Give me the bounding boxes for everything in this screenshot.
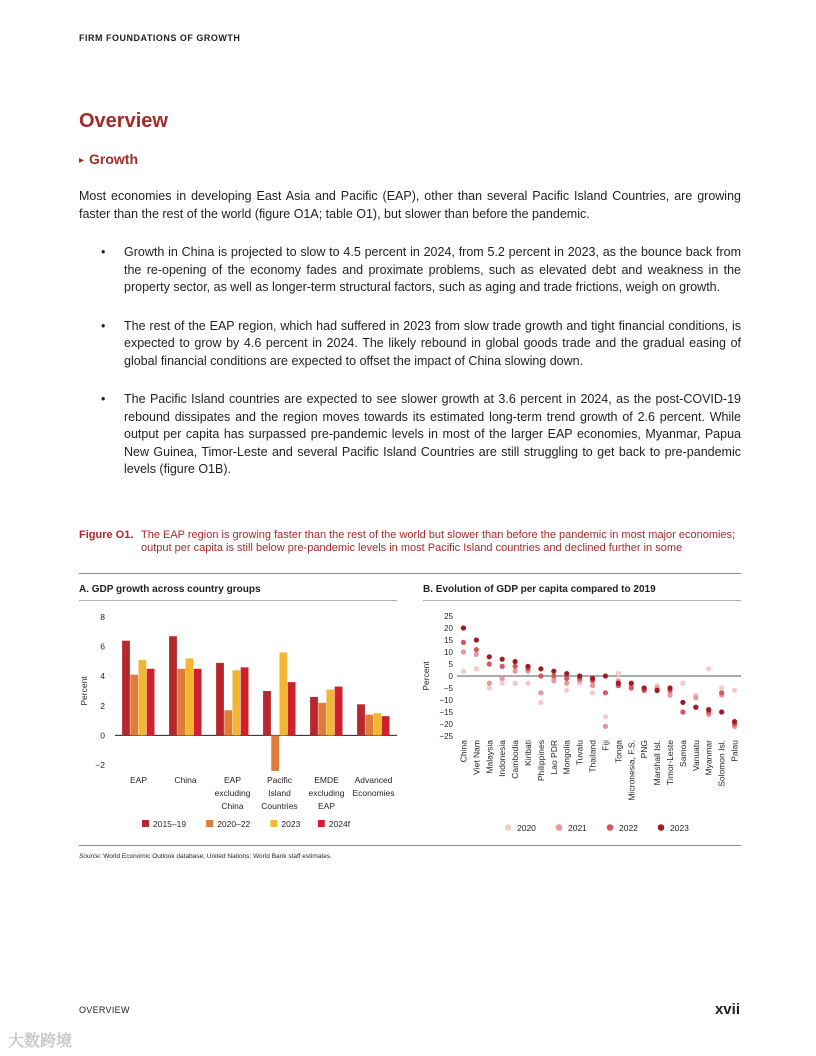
x-category-label: Tonga [613, 740, 624, 764]
x-category-label: PNG [639, 740, 650, 759]
dot-2023 [629, 681, 634, 686]
dot-2023 [500, 657, 505, 662]
dot-2023 [474, 637, 479, 642]
bar-2020–22 [224, 710, 232, 735]
bar-2023 [186, 658, 194, 735]
dot-2022 [538, 673, 543, 678]
dot-2020 [706, 666, 711, 671]
dot-2021 [564, 681, 569, 686]
dot-2022 [500, 664, 505, 669]
dot-2021 [693, 695, 698, 700]
dot-2022 [680, 709, 685, 714]
dot-2023 [564, 671, 569, 676]
dot-2020 [525, 681, 530, 686]
dot-2020 [732, 688, 737, 693]
section-title: Overview [79, 110, 168, 132]
dot-2020 [616, 671, 621, 676]
bullet-text: The Pacific Island countries are expected to see slower growth at 3.6 percent in 2024, as the post-COVID-19 rebound dissipates and the region moves towards its estimated long-term trend growth of 2.6 percent. While output per capita has surpassed pre-pandemic levels in most of the larger EAP economies, Myanmar, Papua New Guinea, Timor-Leste and several Pacific Island Countries are still struggling to get back to pre-pandemic levels (figure O1B). [124, 392, 741, 476]
dot-2020 [719, 685, 724, 690]
x-category-label: EAP [129, 775, 148, 785]
y-tick-label: 4 [100, 671, 105, 682]
legend-label: 2022 [619, 823, 638, 833]
dot-2023 [680, 700, 685, 705]
dot-2021 [500, 676, 505, 681]
dot-2022 [551, 673, 556, 678]
x-category-label: Pacific [266, 775, 293, 785]
y-tick-label: −5 [443, 684, 453, 693]
bullet-list [79, 244, 741, 500]
subsection-heading [79, 151, 138, 167]
figure-source [79, 853, 332, 860]
x-category-label: Fiji [600, 740, 611, 751]
bar-2024f [147, 669, 155, 736]
legend-label: 2015–19 [153, 819, 187, 829]
y-tick-label: 15 [444, 636, 453, 645]
bullet-text: Growth in China is projected to slow to 4.5 percent in 2024, from 5.2 percent in 2023, as the bounce back from the re-opening of the economy fades and proximate problems, such as elevated debt and weakness in the property sector, as well as longer-term structural factors, such as aging and trade frictions, weigh on growth. [124, 245, 741, 294]
x-category-label: Tuvalu [574, 740, 585, 766]
footer-section-name: OVERVIEW [79, 1005, 130, 1015]
y-tick-label: 25 [444, 612, 453, 621]
y-axis-label: Percent [421, 661, 431, 691]
dot-2023 [693, 705, 698, 710]
bar-2023 [233, 670, 241, 735]
legend-swatch-2020–22 [206, 820, 213, 827]
bar-2020–22 [130, 675, 138, 736]
bar-2015–19 [169, 636, 177, 735]
legend-dot-2020 [505, 824, 512, 831]
dot-2022 [719, 690, 724, 695]
bar-2023 [327, 690, 335, 736]
dot-2023 [487, 654, 492, 659]
dot-2021 [538, 690, 543, 695]
x-category-label: China [174, 775, 197, 785]
dot-2022 [474, 647, 479, 652]
dot-2023 [577, 673, 582, 678]
x-category-label: EAP [223, 775, 242, 785]
dot-2021 [590, 683, 595, 688]
dot-2023 [642, 685, 647, 690]
bullet-text: The rest of the EAP region, which had suffered in 2023 from slow trade growth and tight financial conditions, is expected to grow by 4.6 percent in 2024. The likely rebound in global goods trade and the gradual easing of global financial conditions are expected to offset the impact of China slowing down. [124, 318, 741, 368]
dot-2020 [461, 669, 466, 674]
x-category-label: Samoa [677, 740, 688, 767]
bar-2023 [374, 713, 382, 735]
y-tick-label: −15 [439, 708, 453, 717]
dot-2021 [487, 681, 492, 686]
dot-2021 [512, 669, 517, 674]
dot-2022 [512, 664, 517, 669]
legend-swatch-2024f [318, 820, 325, 827]
x-category-label: China [458, 740, 469, 763]
x-category-label: Mongolia [561, 740, 572, 775]
x-category-label: excluding [214, 788, 251, 798]
x-category-label: Timor-Leste [665, 740, 675, 786]
legend-dot-2022 [607, 824, 614, 831]
watermark-logo: 大数跨境 [8, 1033, 73, 1050]
x-category-label: Myanmar [703, 740, 714, 776]
intro-paragraph: Most economies in developing East Asia and Pacific (EAP), other than several Pacific Island Countries, are growing faster than the rest of the world (figure O1A; table O1), but slower than before the pandemic. [79, 189, 741, 221]
dot-2021 [603, 724, 608, 729]
dot-2020 [538, 700, 543, 705]
dot-2022 [461, 640, 466, 645]
dot-2020 [680, 681, 685, 686]
legend-label: 2023 [670, 823, 689, 833]
legend-label: 2023 [281, 819, 301, 829]
x-category-label: excluding [308, 788, 345, 798]
dot-2023 [732, 719, 737, 724]
dot-2020 [500, 681, 505, 686]
dot-2020 [564, 688, 569, 693]
dot-2023 [551, 669, 556, 674]
dot-2023 [538, 666, 543, 671]
x-category-label: EAP [317, 801, 336, 811]
bar-2020–22 [271, 735, 279, 771]
chart-a-gdp-growth [79, 603, 399, 843]
legend-swatch-2023 [270, 820, 277, 827]
dot-2021 [551, 678, 556, 683]
dot-2020 [590, 690, 595, 695]
y-tick-label: −20 [439, 720, 453, 729]
dot-2022 [629, 685, 634, 690]
x-category-label: Cambodia [510, 740, 521, 779]
dot-2020 [512, 681, 517, 686]
x-category-label: Micronesia, F.S. [626, 740, 637, 801]
bullet-icon: • [101, 318, 106, 333]
x-category-label: Lao PDR [548, 740, 559, 775]
dot-2021 [667, 693, 672, 698]
y-tick-label: 0 [448, 672, 453, 681]
panel-b-rule [423, 600, 741, 601]
panel-a-rule [79, 600, 397, 601]
bar-2023 [139, 660, 147, 735]
x-category-label: Thailand [587, 740, 598, 773]
y-tick-label: 6 [100, 641, 105, 652]
x-category-label: Marshall Isl. [652, 740, 663, 786]
x-category-label: Palau [729, 740, 740, 762]
figure-caption-text: The EAP region is growing faster than the rest of the world but slower than before the pandemic in most major economies; output per capita is still below pre-pandemic levels in most Pacific Island countries and declined further in some [141, 529, 736, 554]
bar-2024f [335, 687, 343, 736]
bar-2015–19 [122, 641, 130, 736]
x-category-label: EMDE [314, 775, 339, 785]
y-axis-label: Percent [79, 676, 89, 706]
dot-2020 [603, 714, 608, 719]
x-category-label: Advanced [354, 775, 393, 785]
dot-2023 [706, 707, 711, 712]
bar-2024f [382, 716, 390, 735]
x-category-label: Countries [261, 801, 298, 811]
x-category-label: Viet Nam [471, 740, 482, 775]
dot-2023 [525, 664, 530, 669]
running-head: FIRM FOUNDATIONS OF GROWTH [79, 33, 241, 43]
y-tick-label: −2 [95, 760, 105, 770]
dot-2021 [474, 652, 479, 657]
bar-2020–22 [365, 715, 373, 736]
bullet-item [79, 391, 741, 479]
figure-bottom-rule [79, 845, 741, 846]
y-tick-label: 10 [444, 648, 453, 657]
legend-dot-2021 [556, 824, 563, 831]
legend-label: 2024f [328, 819, 351, 829]
dot-2023 [512, 659, 517, 664]
dot-2022 [603, 690, 608, 695]
y-tick-label: −25 [439, 732, 453, 741]
x-category-label: Kiribati [523, 740, 533, 766]
bullet-item [79, 244, 741, 297]
dot-2023 [654, 688, 659, 693]
x-category-label: Philippines [535, 740, 546, 782]
dot-2023 [667, 685, 672, 690]
dot-2023 [603, 673, 608, 678]
bar-2024f [194, 669, 202, 736]
dot-2020 [474, 666, 479, 671]
y-tick-label: 5 [448, 660, 453, 669]
legend-dot-2023 [658, 824, 665, 831]
bar-2015–19 [310, 697, 318, 735]
y-tick-label: 0 [100, 730, 105, 741]
chart-b-gdp-per-capita [421, 603, 743, 843]
dot-2021 [461, 649, 466, 654]
bullet-item [79, 318, 741, 371]
bar-2015–19 [216, 663, 224, 736]
bullet-icon: • [101, 245, 106, 259]
legend-swatch-2015–19 [142, 820, 149, 827]
x-category-label: Indonesia [497, 740, 508, 777]
x-category-label: Island [268, 788, 291, 798]
bar-2024f [241, 667, 249, 735]
figure-caption [79, 529, 741, 555]
source-label: Source: [79, 853, 102, 860]
y-tick-label: 8 [100, 612, 105, 622]
panel-b-title: B. Evolution of GDP per capita compared to 2019 [423, 584, 656, 595]
y-tick-label: 20 [444, 624, 453, 633]
dot-2023 [616, 681, 621, 686]
bar-2020–22 [318, 703, 326, 736]
x-category-label: Economies [352, 788, 395, 798]
legend-label: 2020–22 [217, 819, 251, 829]
x-category-label: Vanuatu [690, 740, 701, 772]
legend-label: 2021 [568, 823, 587, 833]
x-category-label: Malaysia [484, 740, 495, 774]
legend-label: 2020 [517, 823, 536, 833]
dot-2023 [719, 709, 724, 714]
panel-a-title: A. GDP growth across country groups [79, 584, 261, 595]
bullet-icon: • [101, 392, 106, 406]
bar-2023 [280, 653, 288, 736]
dot-2020 [487, 685, 492, 690]
bar-2015–19 [263, 691, 271, 735]
bar-2024f [288, 682, 296, 735]
y-tick-label: −10 [439, 696, 453, 705]
bar-2020–22 [177, 669, 185, 736]
page-number: xvii [714, 1001, 740, 1018]
figure-label: Figure O1. [79, 529, 134, 541]
bar-2015–19 [357, 704, 365, 735]
source-text: World Economic Outlook database; United Nations; World Bank staff estimates. [103, 853, 332, 860]
dot-2023 [461, 625, 466, 630]
x-category-label: Solomon Isl. [716, 740, 727, 787]
subsection-title: Growth [89, 151, 139, 167]
figure-top-rule [79, 573, 741, 574]
dot-2022 [487, 661, 492, 666]
dot-2023 [590, 676, 595, 681]
x-category-label: China [221, 801, 244, 811]
y-tick-label: 2 [100, 700, 105, 711]
dot-2022 [564, 676, 569, 681]
caret-right-icon: ▸ [79, 155, 85, 166]
